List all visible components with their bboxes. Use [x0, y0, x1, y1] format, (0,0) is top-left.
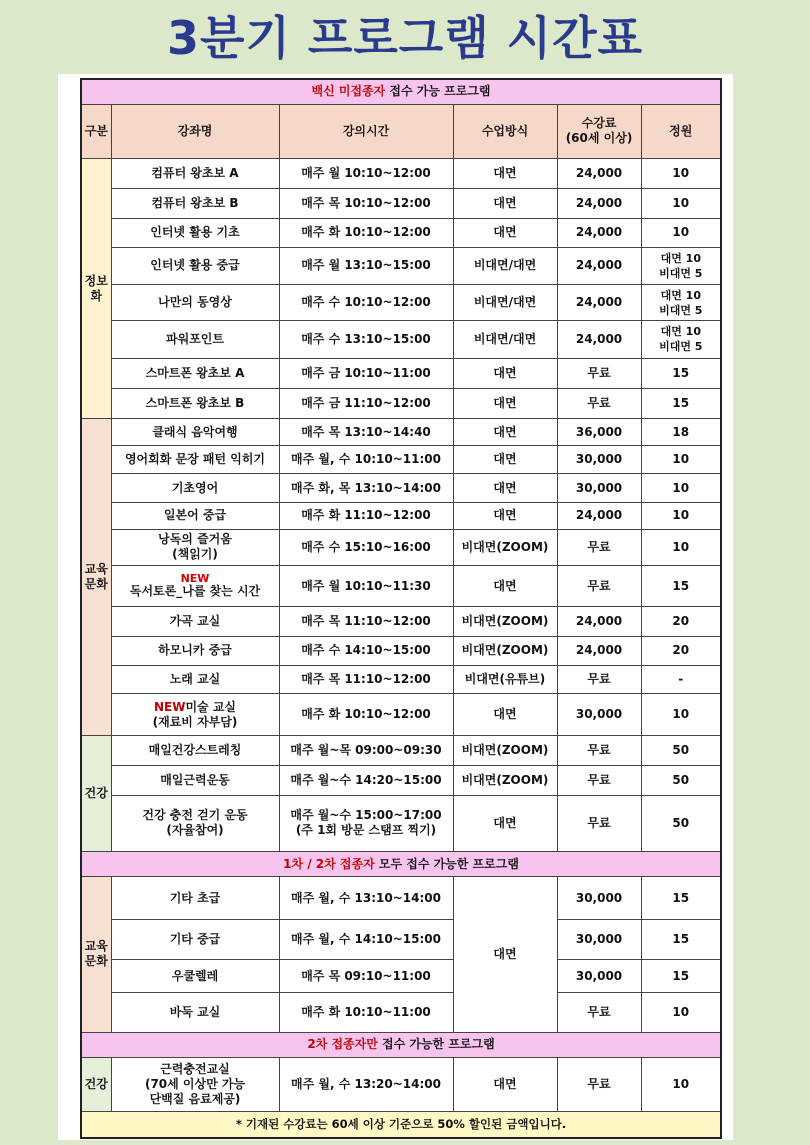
course-mode: 비대면(ZOOM) — [453, 529, 557, 565]
course-name: 스마트폰 왕초보 A — [111, 358, 279, 388]
course-mode: 대면 — [453, 159, 557, 189]
category-info: 정보화 — [81, 159, 111, 419]
course-name: 가곡 교실 — [111, 607, 279, 636]
course-name: 일본어 중급 — [111, 502, 279, 529]
table-row — [81, 566, 721, 607]
table-row — [81, 765, 721, 795]
table-row — [81, 159, 721, 189]
course-time: 매주 월, 수 14:10~15:00 — [279, 919, 453, 959]
course-capacity: 10 — [641, 159, 721, 189]
header-time: 강의시간 — [279, 104, 453, 158]
course-fee: 24,000 — [557, 321, 641, 358]
course-time: 매주 금 11:10~12:00 — [279, 388, 453, 418]
table-row — [81, 636, 721, 665]
course-fee: 무료 — [557, 765, 641, 795]
course-time: 매주 목 09:10~11:00 — [279, 960, 453, 993]
course-name: 파워포인트 — [111, 321, 279, 358]
course-mode: 대면 — [453, 877, 557, 1032]
category-health-2: 건강 — [81, 1057, 111, 1111]
banner-text: 모두 접수 가능한 프로그램 — [374, 856, 519, 871]
course-name: 인터넷 활용 기초 — [111, 218, 279, 247]
course-time: 매주 월, 수 10:10~11:00 — [279, 446, 453, 474]
table-row — [81, 419, 721, 446]
course-time: 매주 월~수 14:20~15:00 — [279, 765, 453, 795]
category-edu-2: 교육문화 — [81, 877, 111, 1032]
footer-note-row — [81, 1112, 721, 1138]
table-row — [81, 795, 721, 851]
course-mode: 대면 — [453, 694, 557, 736]
banner-highlight: 1차 / 2차 접종자 — [283, 856, 375, 871]
course-name: 인터넷 활용 중급 — [111, 247, 279, 284]
course-fee: 24,000 — [557, 285, 641, 321]
course-name: 나만의 동영상 — [111, 285, 279, 321]
course-mode: 비대면/대면 — [453, 285, 557, 321]
course-name: 영어회화 문장 패턴 익히기 — [111, 446, 279, 474]
course-time: 매주 화 10:10~12:00 — [279, 218, 453, 247]
course-capacity: 10 — [641, 529, 721, 565]
course-capacity: 대면 10 비대면 5 — [641, 321, 721, 358]
course-time: 매주 화 10:10~12:00 — [279, 694, 453, 736]
section-banner-all-vaccinated — [81, 852, 721, 877]
course-fee: 30,000 — [557, 877, 641, 919]
course-name: 기타 초급 — [111, 877, 279, 919]
course-time: 매주 수 13:10~15:00 — [279, 321, 453, 358]
course-mode: 대면 — [453, 1057, 557, 1111]
schedule-table — [80, 78, 722, 1139]
course-mode: 비대면(ZOOM) — [453, 736, 557, 765]
course-fee: 30,000 — [557, 694, 641, 736]
table-row — [81, 665, 721, 693]
course-fee: 무료 — [557, 358, 641, 388]
course-mode: 대면 — [453, 502, 557, 529]
table-row — [81, 247, 721, 284]
course-fee: 무료 — [557, 736, 641, 765]
course-capacity: 20 — [641, 636, 721, 665]
banner-text: 접수 가능한 프로그램 — [377, 1037, 495, 1052]
course-capacity: 50 — [641, 795, 721, 851]
course-time: 매주 화, 목 13:10~14:00 — [279, 474, 453, 502]
table-row — [81, 607, 721, 636]
course-fee: 24,000 — [557, 159, 641, 189]
table-row — [81, 529, 721, 565]
course-time: 매주 목 11:10~12:00 — [279, 665, 453, 693]
course-name: 바둑 교실 — [111, 993, 279, 1032]
table-row — [81, 321, 721, 358]
course-capacity: 20 — [641, 607, 721, 636]
course-name: 스마트폰 왕초보 B — [111, 388, 279, 418]
course-fee: 무료 — [557, 529, 641, 565]
table-row — [81, 877, 721, 919]
section-banner-unvaccinated — [81, 79, 721, 104]
course-fee: 30,000 — [557, 960, 641, 993]
course-fee: 30,000 — [557, 446, 641, 474]
table-row — [81, 285, 721, 321]
table-row — [81, 736, 721, 765]
course-name: NEW미술 교실 (재료비 자부담) — [111, 694, 279, 736]
course-name: 낭독의 즐거움 (책읽기) — [111, 529, 279, 565]
course-fee: 24,000 — [557, 218, 641, 247]
banner-highlight: 백신 미접종자 — [311, 84, 386, 99]
course-capacity: 10 — [641, 218, 721, 247]
course-time: 매주 화 11:10~12:00 — [279, 502, 453, 529]
table-row — [81, 919, 721, 959]
table-row — [81, 446, 721, 474]
header-category: 구분 — [81, 104, 111, 158]
header-capacity: 정원 — [641, 104, 721, 158]
course-capacity: 10 — [641, 993, 721, 1032]
course-time: 매주 목 11:10~12:00 — [279, 607, 453, 636]
course-name: 매일건강스트레칭 — [111, 736, 279, 765]
table-row — [81, 474, 721, 502]
course-capacity: 15 — [641, 919, 721, 959]
course-name: 건강 충전 걷기 운동 (자율참여) — [111, 795, 279, 851]
course-capacity: 대면 10 비대면 5 — [641, 247, 721, 284]
course-fee: 24,000 — [557, 607, 641, 636]
course-name: NEW 독서토론_나를 찾는 시간 — [111, 566, 279, 607]
course-capacity: 15 — [641, 877, 721, 919]
course-name: 하모니카 중급 — [111, 636, 279, 665]
course-mode: 비대면/대면 — [453, 247, 557, 284]
course-capacity: 15 — [641, 358, 721, 388]
course-mode: 비대면(ZOOM) — [453, 765, 557, 795]
new-badge: NEW — [153, 699, 186, 714]
course-time: 매주 월, 수 13:10~14:00 — [279, 877, 453, 919]
course-time: 매주 수 14:10~15:00 — [279, 636, 453, 665]
table-row — [81, 1057, 721, 1111]
course-name: 매일근력운동 — [111, 765, 279, 795]
course-time: 매주 월~수 15:00~17:00 (주 1회 방문 스탬프 찍기) — [279, 795, 453, 851]
course-name: 기초영어 — [111, 474, 279, 502]
table-row — [81, 960, 721, 993]
table-row — [81, 993, 721, 1032]
course-mode: 대면 — [453, 358, 557, 388]
footer-note: * 기재된 수강료는 60세 이상 기준으로 50% 할인된 금액입니다. — [81, 1112, 721, 1138]
course-name: 컴퓨터 왕초보 A — [111, 159, 279, 189]
course-name: 클래식 음악여행 — [111, 419, 279, 446]
course-time: 매주 목 13:10~14:40 — [279, 419, 453, 446]
page-title: 3분기 프로그램 시간표 — [167, 11, 643, 65]
course-name: 우쿨렐레 — [111, 960, 279, 993]
course-mode: 비대면(ZOOM) — [453, 636, 557, 665]
course-fee: 무료 — [557, 665, 641, 693]
header-mode: 수업방식 — [453, 104, 557, 158]
category-edu: 교육문화 — [81, 419, 111, 736]
course-capacity: - — [641, 665, 721, 693]
course-time: 매주 금 10:10~11:00 — [279, 358, 453, 388]
course-capacity: 10 — [641, 474, 721, 502]
course-fee: 무료 — [557, 795, 641, 851]
course-mode: 대면 — [453, 419, 557, 446]
course-capacity: 15 — [641, 388, 721, 418]
course-capacity: 10 — [641, 446, 721, 474]
header-fee: 수강료 (60세 이상) — [557, 104, 641, 158]
course-mode: 대면 — [453, 474, 557, 502]
course-fee: 무료 — [557, 388, 641, 418]
course-capacity: 15 — [641, 960, 721, 993]
course-name: 기타 중급 — [111, 919, 279, 959]
course-mode: 대면 — [453, 388, 557, 418]
course-capacity: 10 — [641, 694, 721, 736]
table-row — [81, 388, 721, 418]
course-time: 매주 수 10:10~12:00 — [279, 285, 453, 321]
course-name: 컴퓨터 왕초보 B — [111, 189, 279, 218]
new-badge: NEW — [180, 572, 210, 586]
course-name: 노래 교실 — [111, 665, 279, 693]
course-fee: 무료 — [557, 993, 641, 1032]
course-fee: 36,000 — [557, 419, 641, 446]
course-fee: 24,000 — [557, 247, 641, 284]
course-capacity: 10 — [641, 502, 721, 529]
course-mode: 대면 — [453, 189, 557, 218]
course-time: 매주 월 10:10~11:30 — [279, 566, 453, 607]
course-mode: 대면 — [453, 446, 557, 474]
table-row — [81, 218, 721, 247]
course-fee: 24,000 — [557, 502, 641, 529]
course-capacity: 10 — [641, 189, 721, 218]
course-capacity: 대면 10 비대면 5 — [641, 285, 721, 321]
course-time: 매주 월~목 09:00~09:30 — [279, 736, 453, 765]
course-mode: 비대면(ZOOM) — [453, 607, 557, 636]
course-capacity: 15 — [641, 566, 721, 607]
category-health: 건강 — [81, 736, 111, 852]
course-capacity: 10 — [641, 1057, 721, 1111]
course-capacity: 50 — [641, 736, 721, 765]
course-capacity: 18 — [641, 419, 721, 446]
course-time: 매주 월 13:10~15:00 — [279, 247, 453, 284]
course-mode: 대면 — [453, 218, 557, 247]
course-time: 매주 수 15:10~16:00 — [279, 529, 453, 565]
course-time: 매주 월 10:10~12:00 — [279, 159, 453, 189]
course-time: 매주 화 10:10~11:00 — [279, 993, 453, 1032]
course-name: 근력충전교실 (70세 이상만 가능 단백질 음료제공) — [111, 1057, 279, 1111]
table-row — [81, 502, 721, 529]
course-capacity: 50 — [641, 765, 721, 795]
course-mode: 비대면(유튜브) — [453, 665, 557, 693]
course-fee: 30,000 — [557, 474, 641, 502]
course-mode: 비대면/대면 — [453, 321, 557, 358]
course-time: 매주 목 10:10~12:00 — [279, 189, 453, 218]
banner-text: 접수 가능 프로그램 — [385, 84, 491, 99]
course-time: 매주 월, 수 13:20~14:00 — [279, 1057, 453, 1111]
table-row — [81, 358, 721, 388]
table-header-row — [81, 104, 721, 158]
course-fee: 24,000 — [557, 636, 641, 665]
course-fee: 24,000 — [557, 189, 641, 218]
course-fee: 무료 — [557, 566, 641, 607]
section-banner-second-dose — [81, 1032, 721, 1057]
course-mode: 대면 — [453, 566, 557, 607]
course-fee: 30,000 — [557, 919, 641, 959]
header-course: 강좌명 — [111, 104, 279, 158]
table-row — [81, 694, 721, 736]
course-mode: 대면 — [453, 795, 557, 851]
table-row — [81, 189, 721, 218]
course-fee: 무료 — [557, 1057, 641, 1111]
banner-highlight: 2차 접종자만 — [307, 1037, 378, 1052]
